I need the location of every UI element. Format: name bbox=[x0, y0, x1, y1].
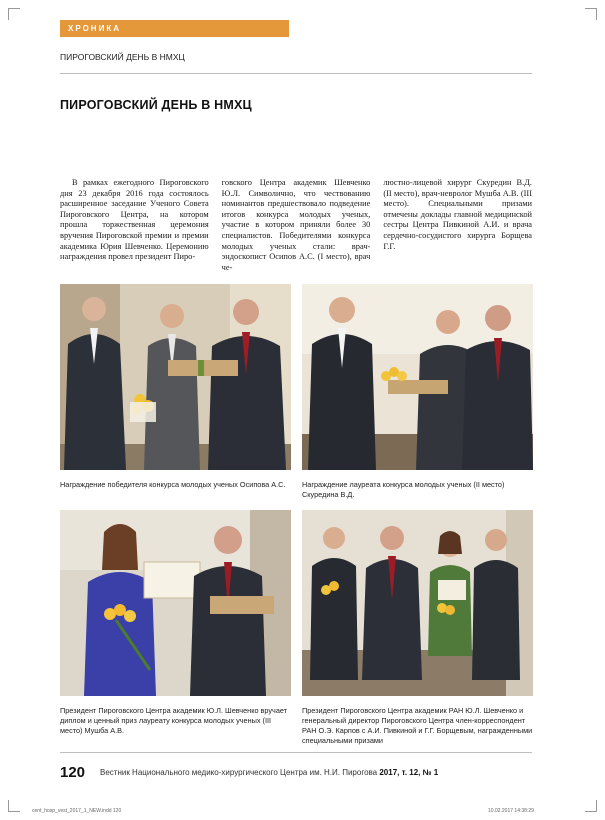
article-paragraph: люстно-лицевой хирург Скуредин В.Д. (II место), врач-невролог Мушба А.В. (III место). Специальными призами отмечены доклады главной медицинской сестры Центра Пивкиной А.И. и врача сердечно-сосудистого хирурга Борщева Г.Г. bbox=[383, 178, 533, 251]
article-column-3 bbox=[383, 178, 532, 273]
crop-mark-top-right bbox=[585, 8, 597, 20]
article-body bbox=[60, 178, 532, 273]
photo-special-prizes bbox=[302, 510, 533, 696]
crop-mark-bottom-left bbox=[8, 800, 20, 812]
journal-name: Вестник Национального медико-хирургического Центра им. Н.И. Пирогова bbox=[100, 768, 378, 777]
running-title: ПИРОГОВСКИЙ ДЕНЬ В НМХЦ bbox=[60, 52, 185, 62]
crop-mark-bottom-right bbox=[585, 800, 597, 812]
article-column-2 bbox=[222, 178, 371, 273]
journal-volume: 2017, т. 12, № 1 bbox=[379, 768, 439, 777]
footer-rule bbox=[60, 752, 532, 753]
article-title: ПИРОГОВСКИЙ ДЕНЬ В НМХЦ bbox=[60, 98, 252, 112]
caption-photo-4: Президент Пироговского Центра академик РАН Ю.Л. Шевченко и генеральный директор Пироговского Центра член-корреспондент РАН О.Э. Карпов с А.И. Пивкиной и Г.Г. Борщевым, награжденными специальными призами bbox=[302, 706, 533, 745]
journal-title bbox=[100, 768, 438, 777]
photo-award-skuredin bbox=[302, 284, 533, 470]
section-tab: ХРОНИКА bbox=[60, 20, 289, 37]
print-slug-date: 10.02.2017 14:38:29 bbox=[488, 808, 534, 814]
photo-award-mushba bbox=[60, 510, 291, 696]
article-column-1 bbox=[60, 178, 209, 273]
print-slug-file: cent_hosp_vest_2017_1_NEW.indd 120 bbox=[32, 808, 122, 814]
header-rule bbox=[60, 73, 532, 74]
caption-photo-3: Президент Пироговского Центра академик Ю.Л. Шевченко вручает диплом и ценный приз лауреату конкурса молодых ученых (III место) Мушба А.В. bbox=[60, 706, 288, 735]
page-number: 120 bbox=[60, 764, 86, 781]
article-paragraph: В рамках ежегодного Пироговского дня 23 декабря 2016 года состоялось расширенное заседание Ученого Совета Пироговского Центра, на котором прошла торжественная церемония вручения Пироговской премии и премии академика Юрия Шевченко. Церемонию награждения провел президент Пиро- bbox=[60, 178, 209, 262]
caption-photo-1: Награждение победителя конкурса молодых ученых Осипова А.С. bbox=[60, 480, 286, 489]
photo-award-osipov bbox=[60, 284, 291, 470]
caption-photo-2: Награждение лауреата конкурса молодых ученых (II место) Скуредина В.Д. bbox=[302, 480, 505, 499]
article-paragraph: говского Центра академик Шевченко Ю.Л. Символично, что чествованию номинантов предшествовало подведение итогов конкурса молодых ученых, участие в котором приняли более 30 специалистов. Победителями конкурса молодых ученых стали: врач-эндоскопист Осипов А.С. (I место), врач че- bbox=[221, 178, 371, 272]
crop-mark-top-left bbox=[8, 8, 20, 20]
